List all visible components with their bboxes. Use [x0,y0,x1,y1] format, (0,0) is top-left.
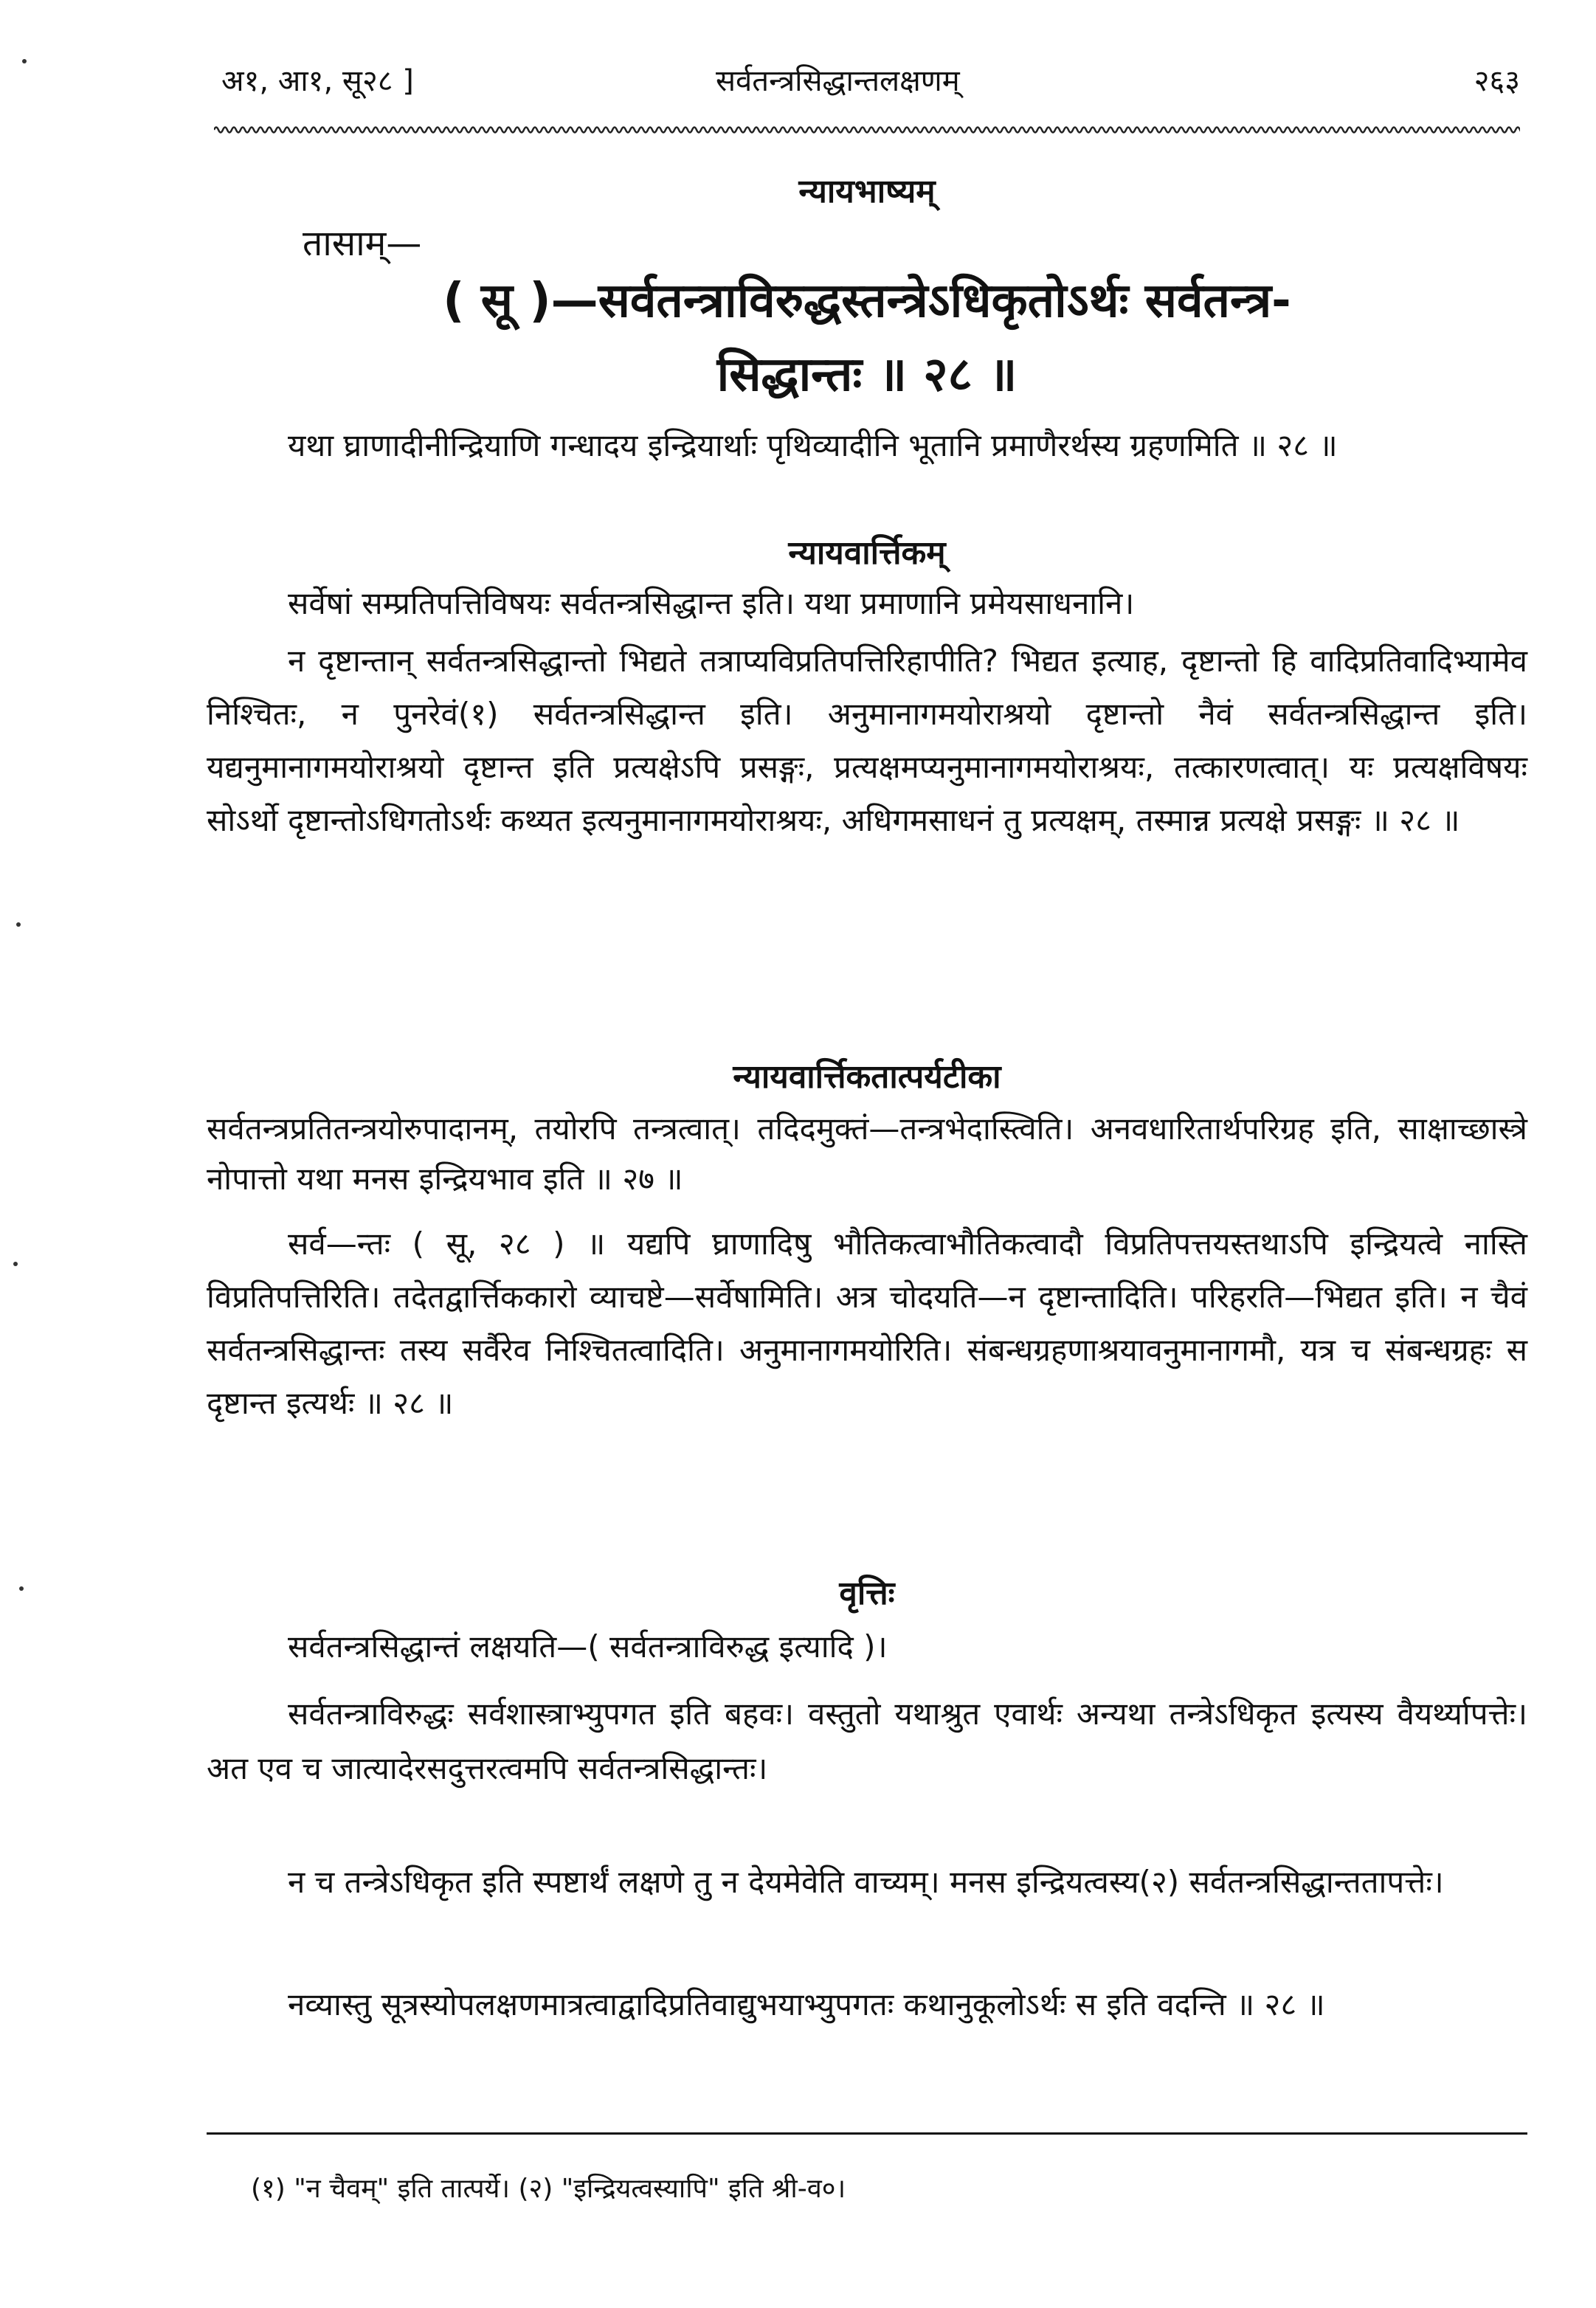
tika-paragraph-1: सर्वतन्त्रप्रतितन्त्रयोरुपादानम्, तयोरपि तन्त्रत्वात्। तदिदमुक्तं—तन्त्रभेदास्त्विति। अनवधारितार्थपरिग्रह इति, साक्षाच्छास्त्रे नोपात्तो यथा मनस इन्द्रियभाव इति ॥ २७ ॥ [207,1110,1527,1197]
bhashya-text: यथा घ्राणादीनीन्द्रियाणि गन्धादय इन्द्रियार्थाः पृथिव्यादीनि भूतानि प्रमाणैरर्थस्य ग्रहणमिति ॥ २८ ॥ [288,427,1338,463]
sutra-line-1: ( सू )—सर्वतन्त्राविरुद्धस्तन्त्रेऽधिकृतोऽर्थः सर्वतन्त्र- [443,274,1291,328]
nyaya-bhashya-heading: न्यायभाष्यम् [798,173,936,210]
nyaya-vartika-heading: न्यायवार्त्तिकम् [788,534,946,572]
wavy-rule [214,122,1520,137]
scan-speck [16,922,21,927]
vritti-paragraph-4: नव्यास्तु सूत्रस्योपलक्षणमात्रत्वाद्वादिप्रतिवाद्युभयाभ्युपगतः कथानुकूलोऽर्थः स इति वदन्ति ॥ २८ ॥ [288,1986,1325,2022]
vartika-paragraph-1: सर्वेषां सम्प्रतिपत्तिविषयः सर्वतन्त्रसिद्धान्त इति। यथा प्रमाणानि प्रमेयसाधनानि। [288,585,1135,621]
scan-speck [22,59,27,63]
vritti-paragraph-2: सर्वतन्त्राविरुद्धः सर्वशास्त्राभ्युपगत इति बहवः। वस्तुतो यथाश्रुत एवार्थः अन्यथा तन्त्रेऽधिकृत इत्यस्य वैयर्थ्यापत्तेः। अत एव च जात्यादेरसदुत्तरत्वमपि सर्वतन्त्रसिद्धान्तः। [207,1696,1527,1786]
vritti-paragraph-1: सर्वतन्त्रसिद्धान्तं लक्षयति—( सर्वतन्त्राविरुद्ध इत्यादि )। [288,1628,888,1665]
running-head [207,59,1527,118]
vritti-heading: वृत्तिः [839,1575,895,1612]
tatparya-tika-heading: न्यायवार्त्तिकतात्पर्यटीका [733,1058,1001,1096]
sutra-intro: तासाम्— [303,223,422,264]
page-number: २६३ [1474,64,1520,98]
footnote-rule [207,2132,1527,2135]
sutra-line-2: सिद्धान्तः ॥ २८ ॥ [716,348,1018,402]
tika-paragraph-2: सर्व—न्तः ( सू, २८ ) ॥ यद्यपि घ्राणादिषु भौतिकत्वाभौतिकत्वादौ विप्रतिपत्तयस्तथाऽपि इन्द्रियत्वे नास्ति विप्रतिपत्तिरिति। तदेतद्वार्त्तिककारो व्याचष्टे—सर्वेषामिति। अत्र चोदयति—न दृष्टान्तादिति। परिहरति—भिद्यत इति। न चैवं सर्वतन्त्रसिद्धान्तः तस्य सर्वैरेव निश्चितत्वादिति। अनुमानागमयोरिति। संबन्धग्रहणाश्रयावनुमानागमौ, यत्र च संबन्धग्रहः स दृष्टान्त इत्यर्थः ॥ २८ ॥ [207,1226,1527,1421]
vritti-paragraph-3: न च तन्त्रेऽधिकृत इति स्पष्टार्थं लक्षणे तु न देयमेवेति वाच्यम्। मनस इन्द्रियत्वस्य(२) सर्वतन्त्रसिद्धान्ततापत्तेः। [288,1864,1444,1900]
running-title: सर्वतन्त्रसिद्धान्तलक्षणम् [716,64,960,98]
chapter-reference: अ१, आ१, सू२८ ] [221,64,414,98]
vartika-paragraph-2: न दृष्टान्तान् सर्वतन्त्रसिद्धान्तो भिद्यते तत्राप्यविप्रतिपत्तिरिहापीति? भिद्यत इत्याह, दृष्टान्तो हि वादिप्रतिवादिभ्यामेव निश्चितः, न पुनरेवं(१) सर्वतन्त्रसिद्धान्त इति। अनुमानागमयोराश्रयो दृष्टान्तो नैवं सर्वतन्त्रसिद्धान्त इति। यद्यनुमानागमयोराश्रयो दृष्टान्त इति प्रत्यक्षेऽपि प्रसङ्गः, प्रत्यक्षमप्यनुमानागमयोराश्रयः, तत्कारणत्वात्। यः प्रत्यक्षविषयः सोऽर्थो दृष्टान्तोऽधिगतोऽर्थः कथ्यत इत्यनुमानागमयोराश्रयः, अधिगमसाधनं तु प्रत्यक्षम्, तस्मान्न प्रत्यक्षे प्रसङ्गः ॥ २८ ॥ [207,643,1527,838]
scan-speck [19,1586,24,1591]
page [207,44,1527,2273]
scan-speck [13,1262,18,1266]
footnotes: (१) "न चैवम्" इति तात्पर्ये। (२) "इन्द्रियत्वस्यापि" इति श्री-व०। [251,2174,846,2204]
